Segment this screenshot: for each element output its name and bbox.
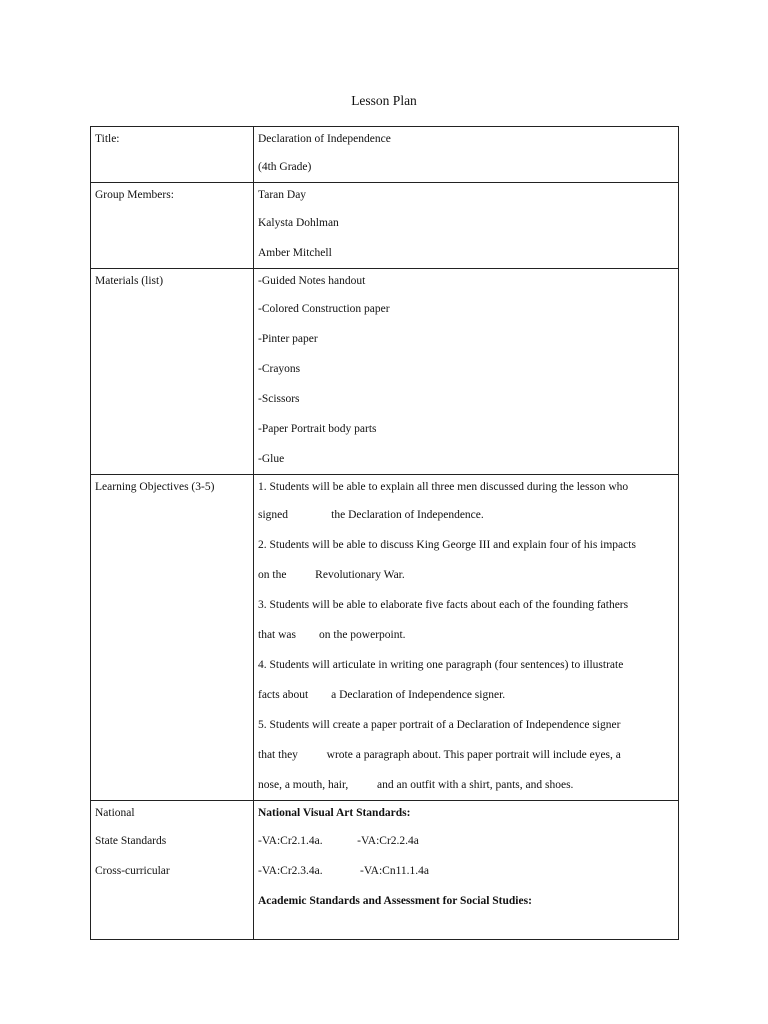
standards-label: Cross-curricular — [95, 865, 170, 877]
title-label-cell — [91, 127, 254, 183]
page-title: Lesson Plan — [351, 93, 417, 108]
objective-line: 5. Students will create a paper portrait of a Declaration of Independence signer — [258, 719, 621, 731]
material-item: -Pinter paper — [258, 333, 318, 345]
objective-line: 2. Students will be able to discuss King George III and explain four of his impacts — [258, 539, 636, 551]
objective-line: that they wrote a paragraph about. This paper portrait will include eyes, a — [258, 749, 621, 761]
objective-line: on the Revolutionary War. — [258, 569, 405, 581]
visual-art-standards-heading: National Visual Art Standards: — [258, 807, 411, 819]
row-materials — [91, 269, 679, 475]
group-member: Amber Mitchell — [258, 247, 332, 259]
row-group-members — [91, 183, 679, 269]
material-item: -Glue — [258, 453, 285, 465]
group-value-cell — [254, 183, 679, 269]
title-line: (4th Grade) — [258, 161, 312, 173]
standard-codes: -VA:Cr2.3.4a. -VA:Cn11.1.4a — [258, 865, 430, 877]
lesson-plan-table — [90, 126, 679, 940]
standards-label-cell — [91, 801, 254, 940]
row-title — [91, 127, 679, 183]
standards-label: State Standards — [95, 835, 167, 847]
standards-value-cell — [254, 801, 679, 940]
material-item: -Crayons — [258, 363, 301, 375]
objective-line: 1. Students will be able to explain all three men discussed during the lesson who — [258, 481, 629, 493]
group-member: Taran Day — [258, 189, 307, 201]
objective-line: signed the Declaration of Independence. — [258, 509, 484, 521]
social-studies-standards-heading: Academic Standards and Assessment for Social Studies: — [258, 895, 532, 907]
materials-value-cell — [254, 269, 679, 475]
objectives-label: Learning Objectives (3-5) — [95, 481, 215, 493]
material-item: -Paper Portrait body parts — [258, 423, 377, 435]
material-item: -Guided Notes handout — [258, 275, 366, 287]
materials-label: Materials (list) — [95, 275, 164, 287]
materials-label-cell — [91, 269, 254, 475]
objectives-value-cell — [254, 475, 679, 801]
title-value-cell — [254, 127, 679, 183]
objective-line: that was on the powerpoint. — [258, 629, 406, 641]
group-label: Group Members: — [95, 189, 174, 201]
group-label-cell — [91, 183, 254, 269]
objectives-label-cell — [91, 475, 254, 801]
title-label: Title: — [95, 133, 120, 145]
standard-codes: -VA:Cr2.1.4a. -VA:Cr2.2.4a — [258, 835, 419, 847]
material-item: -Scissors — [258, 393, 300, 405]
objective-line: 3. Students will be able to elaborate five facts about each of the founding fathers — [258, 599, 629, 611]
objective-line: nose, a mouth, hair, and an outfit with a shirt, pants, and shoes. — [258, 779, 574, 791]
standards-label: National — [95, 807, 135, 819]
title-line: Declaration of Independence — [258, 133, 391, 145]
group-member: Kalysta Dohlman — [258, 217, 339, 229]
objective-line: 4. Students will articulate in writing one paragraph (four sentences) to illustrate — [258, 659, 624, 671]
objective-line: facts about a Declaration of Independence signer. — [258, 689, 506, 701]
row-standards — [91, 801, 679, 940]
row-learning-objectives — [91, 475, 679, 801]
material-item: -Colored Construction paper — [258, 303, 390, 315]
